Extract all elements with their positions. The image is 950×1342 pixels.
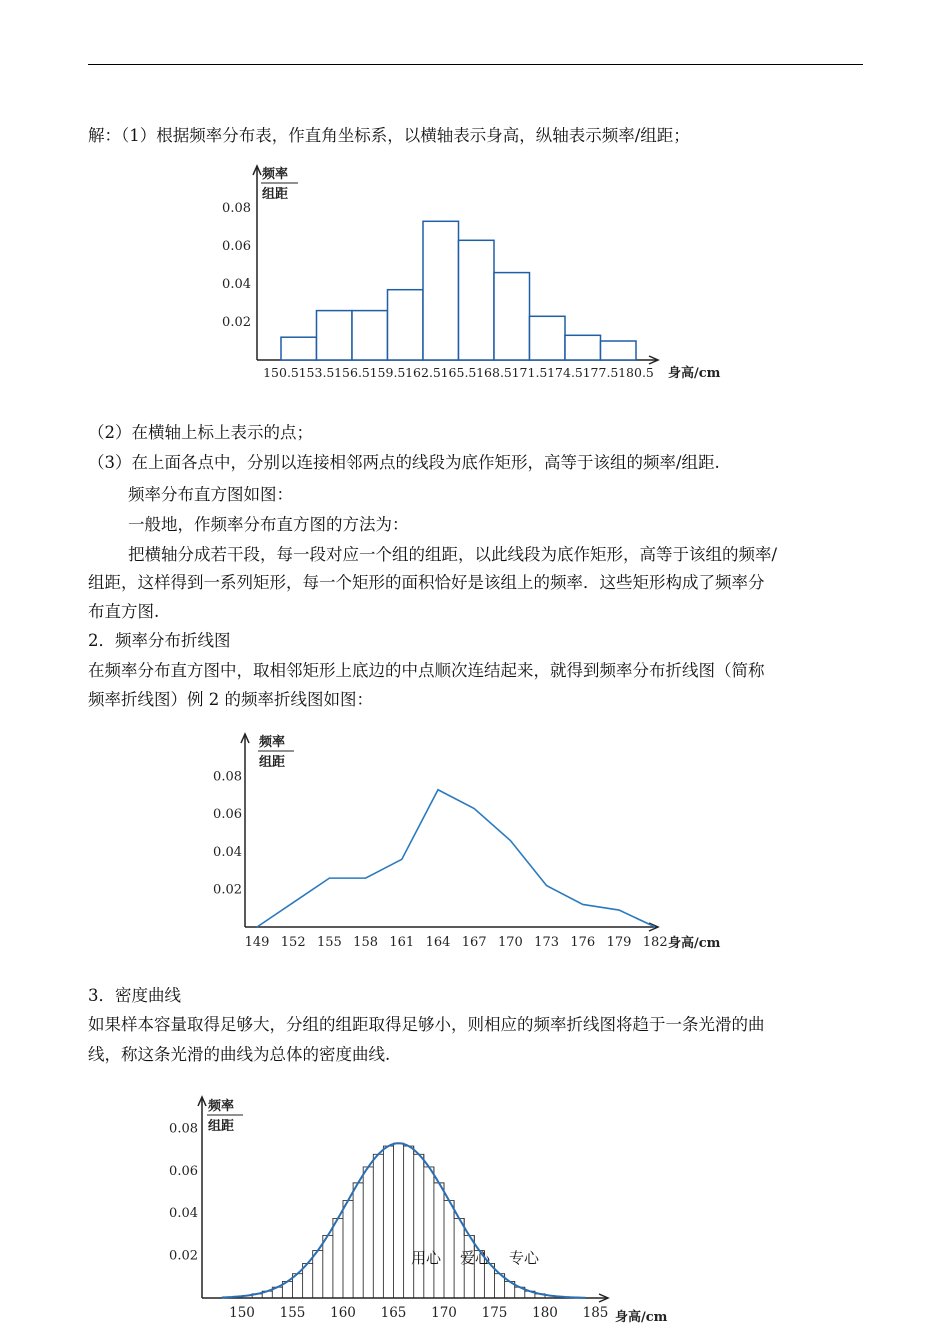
x-tick-label: 162.5	[405, 365, 441, 380]
x-tick-label: 175	[481, 1305, 508, 1321]
x-tick-label: 170	[497, 935, 523, 950]
histogram-bar	[423, 221, 459, 360]
histogram-bar	[352, 311, 388, 360]
x-tick-label: 174.5	[547, 365, 583, 380]
x-tick-label: 164	[425, 935, 451, 950]
x-tick-label: 177.5	[582, 365, 619, 380]
x-tick-label: 161	[389, 935, 415, 950]
x-tick-label: 180.5	[618, 365, 654, 380]
polygon-description-1: 在频率分布直方图中，取相邻矩形上底边的中点顺次连结起来，就得到频率分布折线图（简称	[88, 661, 765, 680]
x-tick-label: 159.5	[369, 365, 406, 380]
y-axis-label-bottom: 组距	[262, 187, 289, 202]
y-axis-label-bottom: 组距	[208, 1119, 235, 1134]
x-tick-label: 171.5	[511, 365, 548, 380]
footer-motto-3: 专心	[509, 1249, 540, 1267]
x-tick-label: 152	[280, 935, 306, 950]
x-tick-label: 180	[532, 1305, 558, 1321]
y-tick-label: 0.04	[213, 844, 242, 860]
histogram-chart	[210, 158, 750, 390]
y-tick-label: 0.04	[169, 1206, 198, 1222]
x-tick-label: 165.5	[440, 365, 477, 380]
histogram-intro: 频率分布直方图如图：	[128, 485, 293, 504]
y-tick-label: 0.02	[213, 882, 242, 898]
polygon-description-2: 频率折线图）例 2 的频率折线图如图：	[88, 690, 373, 709]
frequency-polyline	[257, 790, 655, 927]
density-description-2: 线，称这条光滑的曲线为总体的密度曲线.	[88, 1045, 391, 1064]
solution-step-3: （3）在上面各点中，分别以连接相邻两点的线段为底作矩形，高等于该组的频率/组距.	[88, 453, 720, 472]
x-axis-label: 身高/cm	[668, 936, 721, 951]
x-axis-label: 身高/cm	[615, 1310, 668, 1325]
histogram-bar	[459, 240, 495, 360]
footer-motto-2: 爱心	[460, 1249, 491, 1267]
x-tick-label: 167	[461, 935, 487, 950]
histogram-bar	[494, 273, 530, 360]
histogram-bar	[317, 311, 353, 360]
x-tick-label: 179	[606, 935, 632, 950]
footer-motto-1: 用心	[411, 1249, 442, 1267]
x-tick-label: 156.5	[334, 365, 370, 380]
y-axis-label-top: 频率	[208, 1099, 235, 1114]
x-tick-label: 173	[534, 935, 560, 950]
histogram-bar	[565, 335, 601, 360]
density-description-1: 如果样本容量取得足够大，分组的组距取得足够小，则相应的频率折线图将趋于一条光滑的曲	[88, 1015, 765, 1034]
x-tick-label: 150	[229, 1305, 255, 1321]
method-text-1: 把横轴分成若干段，每一段对应一个组的组距，以此线段为底作矩形，高等于该组的频率/	[128, 545, 778, 564]
header-rule	[88, 64, 863, 65]
x-tick-label: 182	[642, 935, 668, 950]
x-axis-label: 身高/cm	[668, 366, 721, 381]
histogram-bar	[388, 290, 424, 360]
x-tick-label: 168.5	[476, 365, 512, 380]
y-tick-label: 0.08	[213, 769, 242, 785]
density-curve-chart	[160, 1092, 720, 1332]
x-tick-label: 170	[431, 1305, 457, 1321]
y-axis-label-top: 频率	[262, 167, 289, 182]
y-tick-label: 0.06	[169, 1163, 198, 1179]
x-tick-label: 153.5	[298, 365, 335, 380]
histogram-bar	[281, 337, 317, 360]
method-intro: 一般地，作频率分布直方图的方法为：	[128, 515, 409, 534]
histogram-bar	[601, 341, 637, 360]
x-tick-label: 165	[380, 1305, 407, 1321]
x-tick-label: 160	[330, 1305, 356, 1321]
x-tick-label: 155	[279, 1305, 306, 1321]
y-tick-label: 0.04	[222, 277, 251, 292]
y-tick-label: 0.08	[222, 201, 251, 216]
method-text-2: 组距，这样得到一系列矩形，每一个矩形的面积恰好是该组上的频率．这些矩形构成了频率分	[88, 573, 765, 592]
x-tick-label: 176	[570, 935, 596, 950]
y-tick-label: 0.02	[222, 315, 251, 330]
histogram-bar	[530, 316, 566, 360]
y-tick-label: 0.02	[169, 1248, 198, 1264]
y-tick-label: 0.06	[213, 807, 242, 823]
frequency-polygon-chart	[210, 724, 750, 964]
solution-step-2: （2）在横轴上标上表示的点；	[88, 423, 313, 442]
section-3-heading: 3．密度曲线	[88, 986, 181, 1005]
method-text-3: 布直方图.	[88, 602, 160, 621]
y-axis-label-top: 频率	[259, 735, 286, 750]
x-tick-label: 185	[582, 1305, 609, 1321]
x-tick-label: 158	[353, 935, 379, 950]
y-tick-label: 0.08	[169, 1121, 198, 1137]
solution-step-1: 解：（1）根据频率分布表，作直角坐标系，以横轴表示身高，纵轴表示频率/组距；	[88, 126, 690, 145]
x-tick-label: 150.5	[263, 365, 299, 380]
y-tick-label: 0.06	[222, 239, 251, 254]
y-axis-label-bottom: 组距	[259, 755, 286, 770]
section-2-heading: 2．频率分布折线图	[88, 631, 231, 650]
x-tick-label: 149	[244, 935, 270, 950]
x-tick-label: 155	[316, 935, 342, 950]
